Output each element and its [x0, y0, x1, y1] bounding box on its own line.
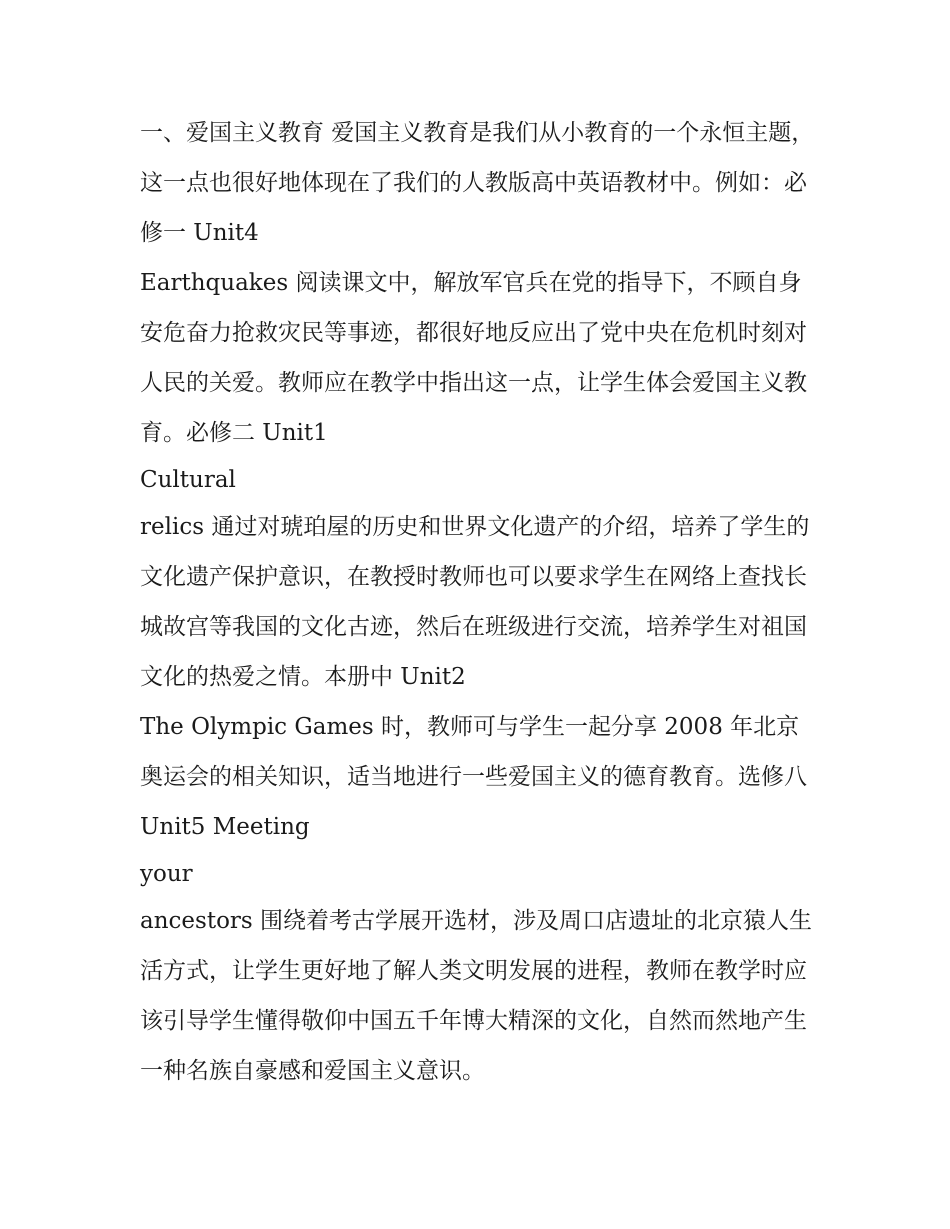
paragraph-ancestors: ancestors 围绕着考古学展开选材，涉及周口店遗址的北京猿人生活方式，让学生更好地了解人类文明发展的进程，教师在教学时应该引导学生懂得敬仰中国五千年博大精深的文化，自然而然地产生一种名族自豪感和爱国主义意识。 — [140, 908, 813, 1084]
paragraph-earthquakes: Earthquakes 阅读课文中，解放军官兵在党的指导下，不顾自身安危奋力抢救灾民等事迹，都很好地反应出了党中央在危机时刻对人民的关爱。教师应在教学中指出这一点，让学生体会爱国主义教育。必修二 Unit1 — [140, 270, 807, 446]
paragraph-relics: relics 通过对琥珀屋的历史和世界文化遗产的介绍，培养了学生的文化遗产保护意识，在教授时教师也可以要求学生在网络上查找长城故宫等我国的文化古迹，然后在班级进行交流，培养学生对祖国文化的热爱之情。本册中 Unit2 — [140, 514, 810, 690]
paragraph-cultural: Cultural — [140, 467, 236, 493]
paragraph-your: your — [140, 861, 193, 887]
document-page — [140, 108, 820, 1096]
paragraph-olympic: The Olympic Games 时，教师可与学生一起分享 2008 年北京奥运会的相关知识，适当地进行一些爱国主义的德育教育。选修八 Unit5 Meeting — [140, 714, 807, 840]
paragraph-intro: 一、爱国主义教育 爱国主义教育是我们从小教育的一个永恒主题，这一点也很好地体现在了我们的人教版高中英语教材中。例如：必修一 Unit4 — [140, 120, 815, 246]
